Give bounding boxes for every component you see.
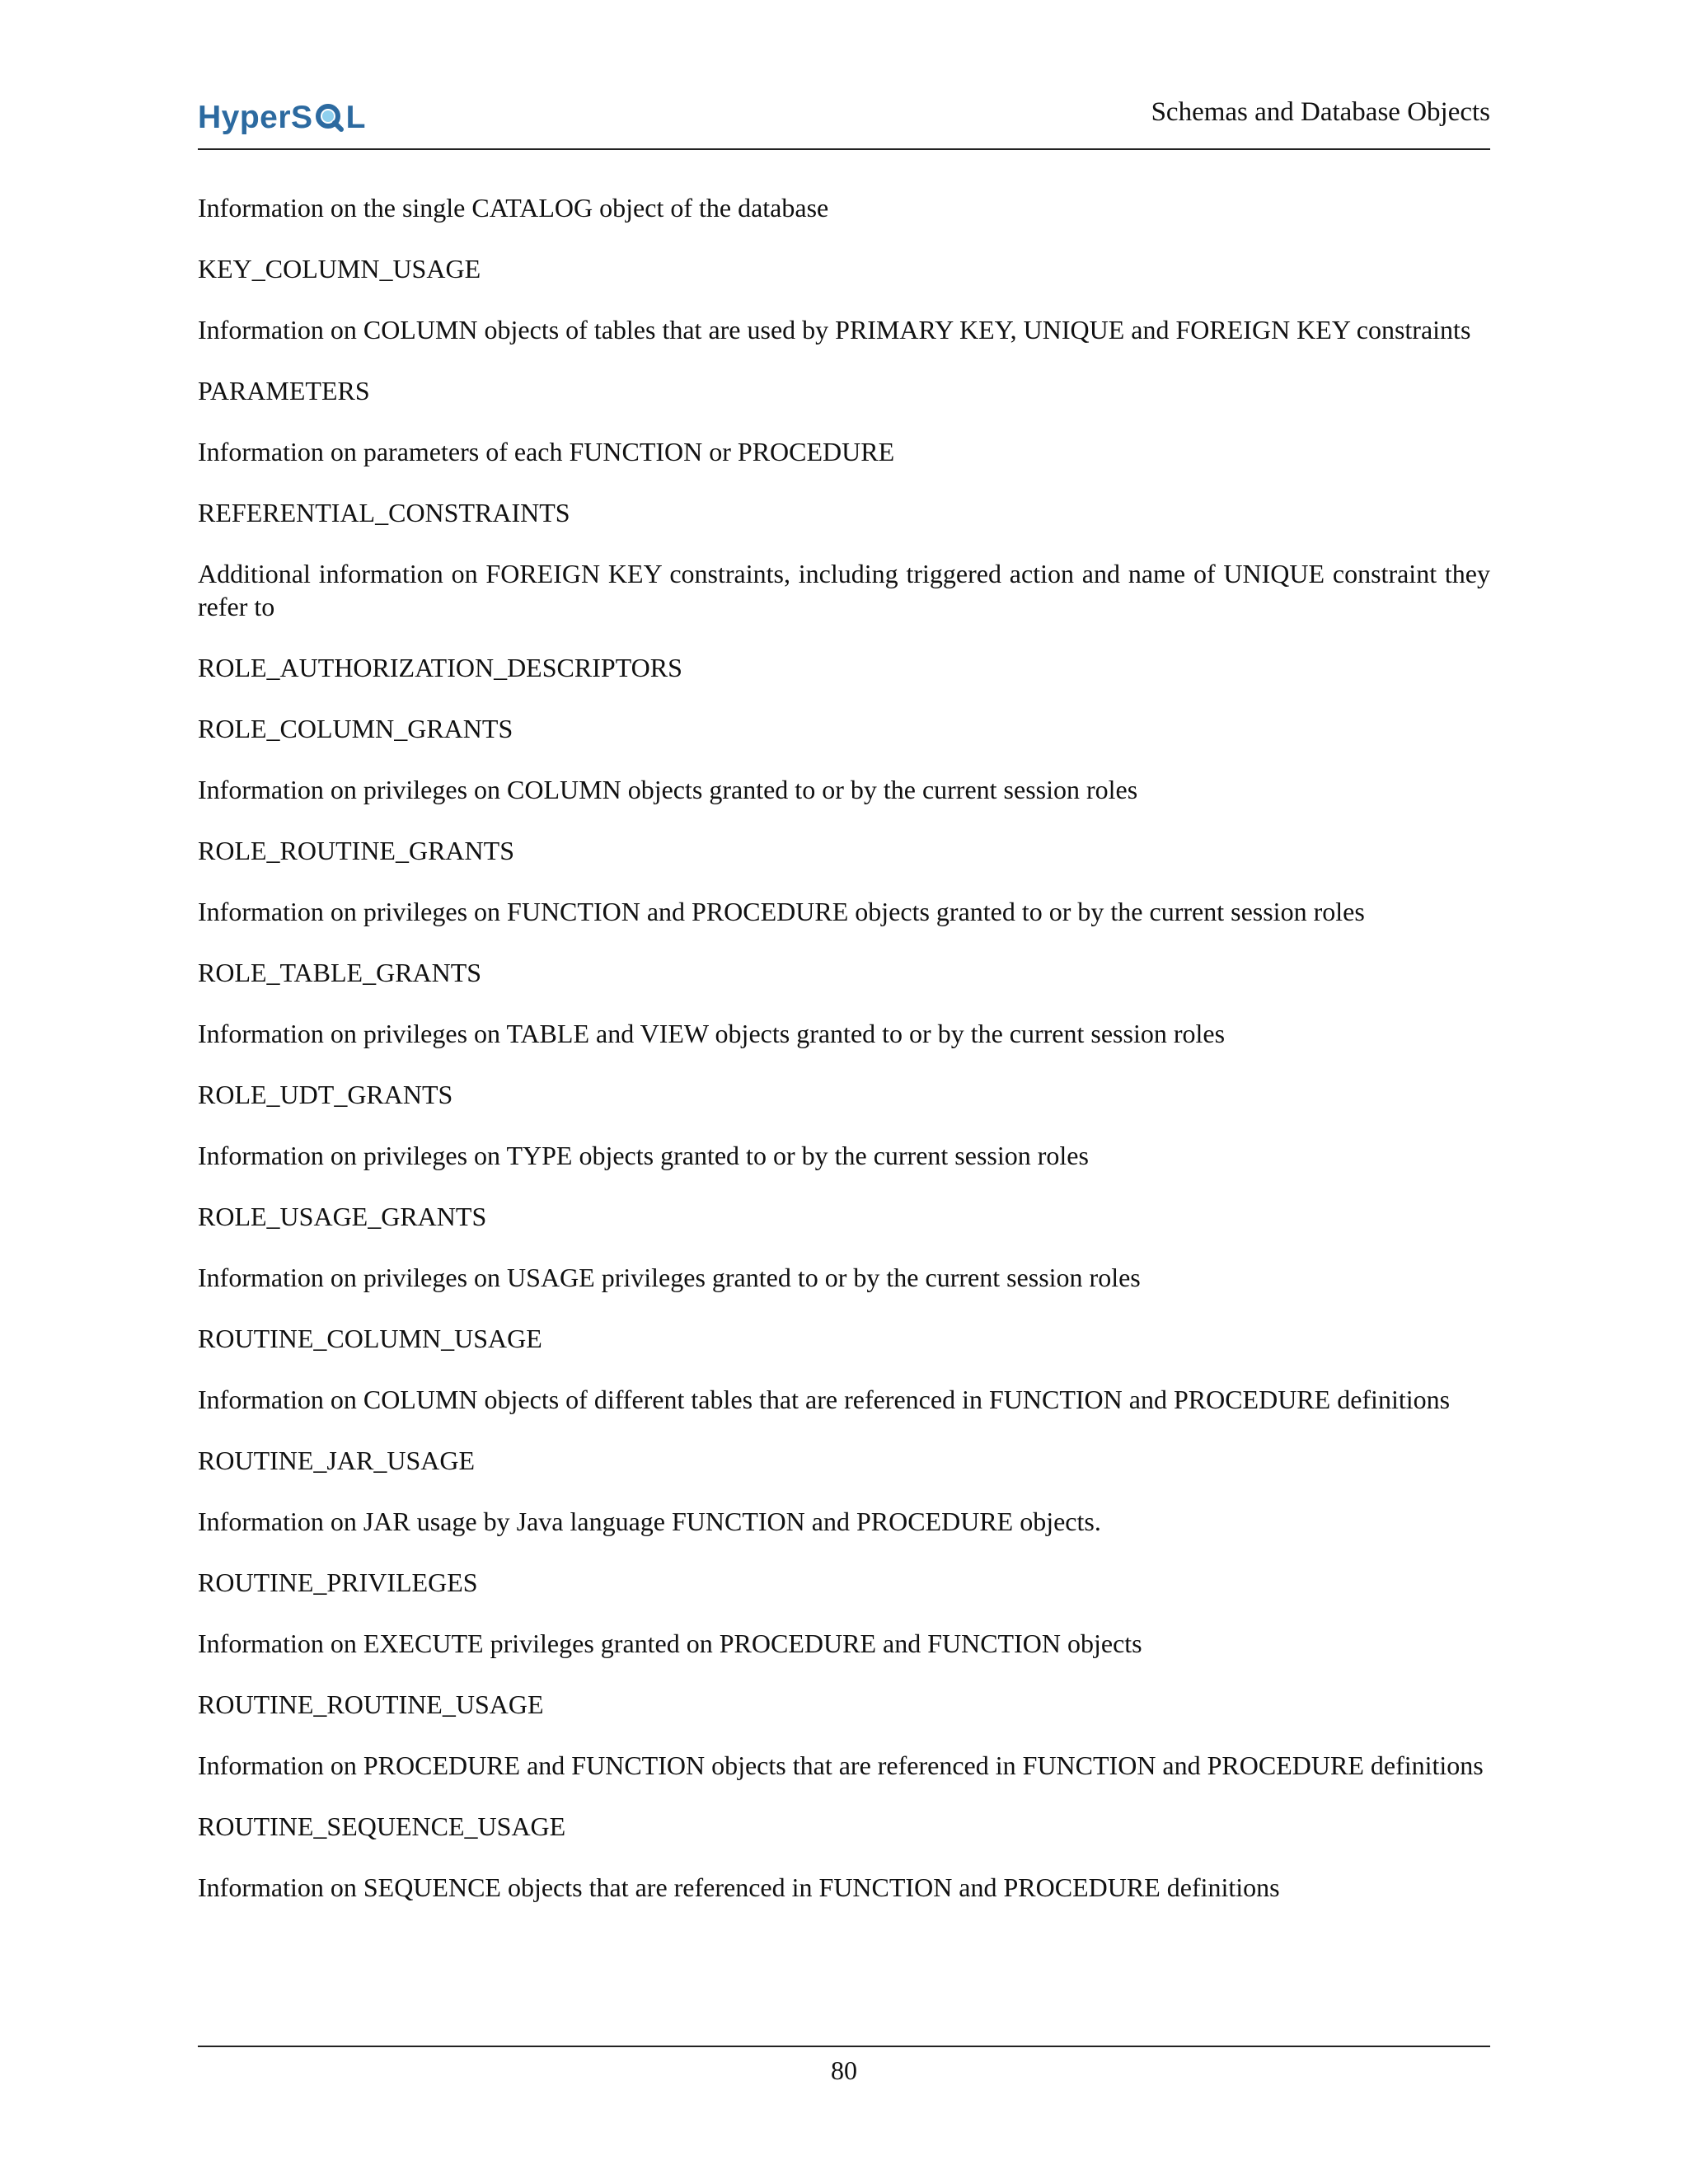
- view-description: Information on privileges on TYPE objects granted to or by the current session roles: [198, 1141, 1089, 1170]
- view-description: Information on privileges on TABLE and VIEW objects granted to or by the current session roles: [198, 1019, 1226, 1048]
- view-description: Information on JAR usage by Java language FUNCTION and PROCEDURE objects.: [198, 1507, 1101, 1536]
- view-description: Information on privileges on COLUMN objects granted to or by the current session roles: [198, 775, 1138, 804]
- logo-magnifier-icon: [313, 101, 346, 134]
- view-name: ROLE_UDT_GRANTS: [198, 1080, 453, 1109]
- page-number: 80: [831, 2055, 857, 2085]
- view-name: ROUTINE_COLUMN_USAGE: [198, 1324, 542, 1353]
- view-description: Information on privileges on FUNCTION and PROCEDURE objects granted to or by the current session roles: [198, 897, 1365, 926]
- running-header-title: Schemas and Database Objects: [1151, 97, 1490, 127]
- view-name: PARAMETERS: [198, 376, 370, 405]
- view-name: ROLE_COLUMN_GRANTS: [198, 714, 513, 743]
- view-name: ROLE_TABLE_GRANTS: [198, 958, 482, 987]
- view-name: ROUTINE_ROUTINE_USAGE: [198, 1690, 544, 1719]
- view-description: Information on the single CATALOG object of the database: [198, 193, 829, 223]
- view-description: Information on parameters of each FUNCTION or PROCEDURE: [198, 437, 895, 466]
- logo-text-left: HyperS: [198, 100, 313, 135]
- page-body: [198, 191, 1490, 1932]
- view-description: Information on SEQUENCE objects that are referenced in FUNCTION and PROCEDURE definitions: [198, 1872, 1280, 1902]
- hypersql-logo: [198, 97, 366, 138]
- page-footer: [198, 2046, 1490, 2086]
- view-name: REFERENTIAL_CONSTRAINTS: [198, 498, 570, 527]
- view-description: Information on EXECUTE privileges granted on PROCEDURE and FUNCTION objects: [198, 1629, 1142, 1658]
- view-description: Information on COLUMN objects of different tables that are referenced in FUNCTION and PROCEDURE definitions: [198, 1385, 1451, 1414]
- page-header: [198, 92, 1490, 150]
- view-name: KEY_COLUMN_USAGE: [198, 254, 481, 284]
- view-name: ROUTINE_PRIVILEGES: [198, 1568, 478, 1597]
- view-description: Additional information on FOREIGN KEY constraints, including triggered action and name of UNIQUE constraint they refer to: [198, 559, 1490, 621]
- view-name: ROLE_ROUTINE_GRANTS: [198, 836, 514, 865]
- logo-text-right: L: [345, 100, 366, 135]
- view-description: Information on COLUMN objects of tables that are used by PRIMARY KEY, UNIQUE and FOREIGN KEY constraints: [198, 315, 1471, 344]
- view-description: Information on privileges on USAGE privileges granted to or by the current session roles: [198, 1263, 1141, 1292]
- view-name: ROLE_USAGE_GRANTS: [198, 1202, 487, 1231]
- view-description: Information on PROCEDURE and FUNCTION objects that are referenced in FUNCTION and PROCEDURE definitions: [198, 1750, 1484, 1780]
- view-name: ROUTINE_SEQUENCE_USAGE: [198, 1811, 566, 1841]
- view-name: ROUTINE_JAR_USAGE: [198, 1446, 475, 1475]
- view-name: ROLE_AUTHORIZATION_DESCRIPTORS: [198, 653, 682, 682]
